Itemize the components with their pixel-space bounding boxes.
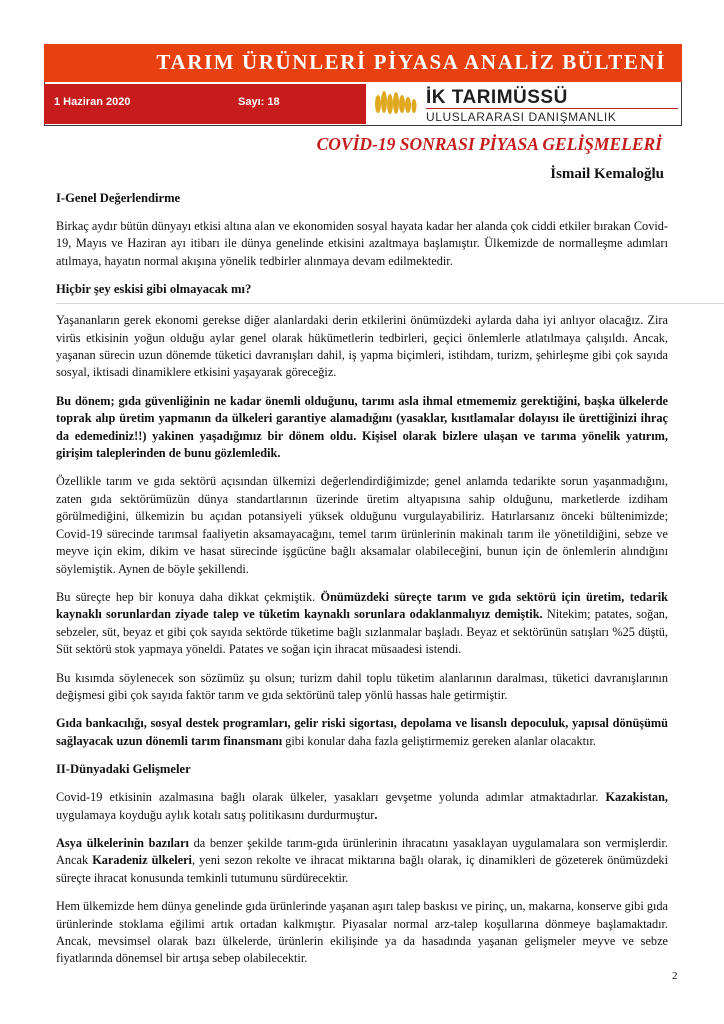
paragraph: [56, 835, 668, 887]
paragraph: [56, 789, 668, 824]
logo-divider: [426, 108, 678, 109]
bold-text: Kazakistan,: [605, 790, 668, 805]
logo-subtitle: ULUSLARARASI DANIŞMANLIK: [426, 110, 617, 124]
section-heading: I-Genel Değerlendirme: [56, 191, 181, 205]
paragraph: Bu kısımda söylenecek son sözümüz şu olsun; turizm dahil toplu tüketim alanlarının daralması, tüketici davranışlarının değişmesi gibi çok sayıda faktör tarım ve gıda sektörünü talep yönlü hassas hale getirmiştir.: [56, 670, 668, 702]
text-run: Covid-19 etkisinin azalmasına bağlı olarak ülkeler, yasakları gevşetme yolunda adımlar atmaktadırlar.: [56, 790, 606, 805]
bold-text: Bu dönem; gıda güvenliğinin ne kadar önemli olduğunu, tarımı asla ihmal etmememiz gerektiğini, başka ülkelerde toprak alıp üretim yapmanın da ülkeleri garantiye alamadığını (yasaklar, kısıtlamalar dolayısı ile ürettiğinizi ihraç da edemediniz!!) yakinen yaşadığımız bir dönem oldu. Kişisel olarak bizlere ulaşan ve tarıma yönelik yatırım, girişim taleplerinden de bunu gözlemledik.: [56, 393, 668, 461]
wheat-logo-icon: [372, 88, 420, 120]
article-headline: COVİD-19 SONRASI PİYASA GELİŞMELERİ: [316, 134, 662, 154]
bold-text: .: [374, 807, 378, 822]
text-run: Nitekim; patates, soğan, sebzeler, süt, beyaz et gibi çok sayıda sektörde tüketime bağlı sızlanmalar başladı. Beyaz et sektörünün satışları %25 düştü, Süt sektörü stok yapmaya yöneldi. Patates ve soğan için ihracat müsaadesi istendi.: [56, 607, 669, 657]
issue-number: Sayı: 18: [238, 96, 280, 108]
section-heading: II-Dünyadaki Gelişmeler: [56, 762, 191, 777]
section-heading: Hiçbir şey eskisi gibi olmayacak mı?: [56, 281, 724, 304]
article-author: İsmail Kemaloğlu: [550, 166, 664, 182]
bulletin-title: TARIM ÜRÜNLERİ PİYASA ANALİZ BÜLTENİ: [156, 50, 666, 74]
logo-name: İK TARIMÜSSÜ: [426, 87, 568, 108]
text-run: gibi konular daha fazla geliştirmemiz gereken alanlar olacaktır.: [282, 733, 596, 748]
bold-text: Karadeniz ülkeleri: [92, 853, 192, 868]
text-run: , yeni sezon rekolte ve ihracat miktarına bağlı olarak, iç dinamikleri de gözeterek önümüzdeki süreçte ihracat konusunda temkinli tutumunu sürdürecektir.: [56, 853, 668, 885]
issue-date: 1 Haziran 2020: [54, 96, 131, 108]
bulletin-title-bar: [44, 44, 682, 82]
company-logo: [372, 86, 680, 124]
page-number: 2: [672, 970, 678, 982]
issue-info-bar: [44, 84, 366, 124]
article-body: [56, 190, 668, 979]
text-run: Bu süreçte hep bir konuya daha dikkat çekmiştik.: [56, 589, 321, 604]
bold-text: Asya ülkelerinin bazıları: [56, 835, 189, 850]
paragraph: [56, 715, 668, 750]
paragraph: Özellikle tarım ve gıda sektörü açısından ülkemizi değerlendirdiğimizde; genel anlamda tedarikte sorun yaşanmadığını, zaten gıda sektörümüzün dünya standartlarının üzerinde üretim altyapısına sahip olduğunu, marketlerde izdiham görülmediğini, ülkemizin bu açıdan potansiyeli yüksek olduğunu vurgulayabiliriz. Hatırlarsanız önceki bültenimizde; Covid-19 sürecinde tarımsal faaliyetin aksamayacağını, temel tarım ürünlerinin makinalı tarım ile yönetildiğini, sebze ve meyve için ekim, dikim ve hasat sürecinde işgücüne bağlı aksamalar olabileceğini, bunun için de önlemlerin alındığını söylemiştik. Aynen de böyle şekillendi.: [56, 474, 668, 576]
paragraph: Hem ülkemizde hem dünya genelinde gıda ürünlerinde yaşanan aşırı talep baskısı ve pirinç, un, makarna, konserve gibi gıda ürünlerinde stoklama eğilimi artık ortadan kalkmıştır. Piyasalar normal arz-talep koşullarına dönmeye başlamaktadır. Ancak, mevsimsel olarak bazı ülkelerde, ürünlerin ekilişinde ya da hasadında yaşanan gelişmeler meyve ve sebze fiyatlarında dönemsel bir artışa sebep olabilecektir.: [56, 899, 668, 966]
paragraph-bold: [56, 393, 668, 463]
paragraph: Birkaç aydır bütün dünyayı etkisi altına alan ve ekonomiden sosyal hayata kadar her alanda çok ciddi etkiler bırakan Covid-19, Mayıs ve Haziran ayı itibarı ile dünya genelinde etkisini azaltmaya başlamıştır. Ülkemizde de normalleşme adımları atılmaya, hayatın normal akışına yönelik tedbirler alınmaya devam edilmektedir.: [56, 219, 668, 268]
text-run: uygulamaya koyduğu aylık kotalı satış politikasını durdurmuştur: [56, 807, 375, 822]
bold-text: Gıda bankacılığı, sosyal destek programları, gelir riski sigortası, depolama ve lisanslı depoculuk, yapısal dönüşümü sağlayacak uzun dönemli tarım finansmanı: [56, 716, 668, 748]
paragraph: Yaşananların gerek ekonomi gerekse diğer alanlardaki derin etkilerini önümüzdeki aylarda daha iyi anlıyor olacağız. Zira virüs etkisinin yoğun olduğu aylar genel olarak hükümetlerin tedbirleri, geçici önlemlerle atlatılmaya çalışıldı. Ancak, yaşanan sürecin uzun dönemde tüketici davranışları dahil, iş yapma biçimleri, istihdam, turizm, şehirleşme gibi çok sayıda sosyal, iktisadi dinamiklere etkisini yaşayarak göreceğiz.: [56, 313, 668, 380]
bold-text: Önümüzdeki süreçte tarım ve gıda sektörü için üretim, tedarik kaynaklı sorunlardan ziyade talep ve tüketim kaynaklı sorunlara odaklanmalıyız demiştik.: [56, 589, 668, 622]
text-run: da benzer şekilde tarım-gıda ürünlerinin ihracatını yasaklayan uygulamalara son vermişlerdir. Ancak: [56, 835, 668, 868]
paragraph: [56, 589, 668, 659]
